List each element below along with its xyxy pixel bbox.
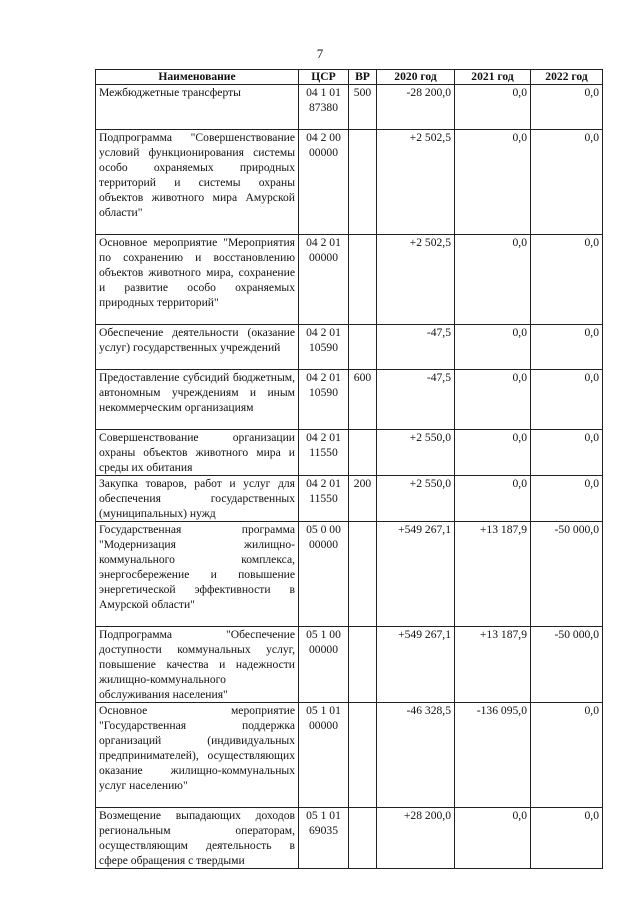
row-csr-code: 04 2 01 10590 — [299, 370, 349, 430]
row-value-2020: -47,5 — [377, 370, 455, 430]
header-csr: ЦСР — [299, 70, 349, 85]
page-number: 7 — [316, 46, 324, 61]
row-value-2020: -46 328,5 — [377, 703, 455, 808]
table-header-row — [96, 70, 603, 85]
row-name: Межбюджетные трансферты — [96, 85, 299, 130]
row-value-2022: -50 000,0 — [531, 627, 603, 703]
row-name: Государственная программа "Модернизация жилищно-коммунального комплекса, энергосбережение и повышение энергетической эффективности в Амурской области" — [96, 522, 299, 627]
row-csr-code: 04 2 01 11550 — [299, 476, 349, 522]
row-value-2020: +2 502,5 — [377, 130, 455, 235]
row-value-2020: -47,5 — [377, 325, 455, 370]
row-value-2021: 0,0 — [455, 370, 531, 430]
row-csr-code: 04 2 01 10590 — [299, 325, 349, 370]
row-vr-code — [349, 808, 377, 869]
header-2022: 2022 год — [531, 70, 603, 85]
table-row — [96, 476, 603, 522]
row-vr-code — [349, 522, 377, 627]
row-value-2021: 0,0 — [455, 476, 531, 522]
row-value-2020: -28 200,0 — [377, 85, 455, 130]
row-csr-code: 05 1 01 00000 — [299, 703, 349, 808]
table-row — [96, 808, 603, 869]
row-csr-code: 05 0 00 00000 — [299, 522, 349, 627]
row-value-2020: +549 267,1 — [377, 522, 455, 627]
row-value-2021: +13 187,9 — [455, 627, 531, 703]
row-name: Предоставление субсидий бюджетным, автономным учреждениям и иным некоммерческим организациям — [96, 370, 299, 430]
row-value-2020: +28 200,0 — [377, 808, 455, 869]
header-vr: ВР — [349, 70, 377, 85]
row-vr-code — [349, 235, 377, 325]
row-value-2020: +2 502,5 — [377, 235, 455, 325]
row-vr-code — [349, 430, 377, 476]
row-value-2021: +13 187,9 — [455, 522, 531, 627]
row-vr-code — [349, 703, 377, 808]
row-value-2021: 0,0 — [455, 235, 531, 325]
row-value-2022: 0,0 — [531, 130, 603, 235]
row-value-2022: 0,0 — [531, 85, 603, 130]
row-name: Подпрограмма "Обеспечение доступности коммунальных услуг, повышение качества и надежности жилищно-коммунального обслуживания населения" — [96, 627, 299, 703]
row-value-2020: +2 550,0 — [377, 430, 455, 476]
table-row — [96, 703, 603, 808]
header-2021: 2021 год — [455, 70, 531, 85]
row-csr-code: 04 2 01 11550 — [299, 430, 349, 476]
row-value-2022: 0,0 — [531, 703, 603, 808]
row-csr-code: 04 2 01 00000 — [299, 235, 349, 325]
row-value-2022: 0,0 — [531, 430, 603, 476]
header-name: Наименование — [96, 70, 299, 85]
row-name: Основное мероприятие "Государственная поддержка организаций (индивидуальных предпринимателей), осуществляющих оказание жилищно-коммунальных услуг населению" — [96, 703, 299, 808]
row-vr-code — [349, 627, 377, 703]
row-value-2022: 0,0 — [531, 370, 603, 430]
row-vr-code — [349, 325, 377, 370]
row-vr-code: 600 — [349, 370, 377, 430]
row-value-2021: 0,0 — [455, 130, 531, 235]
row-value-2022: -50 000,0 — [531, 522, 603, 627]
row-value-2020: +549 267,1 — [377, 627, 455, 703]
table-row — [96, 370, 603, 430]
table-row — [96, 130, 603, 235]
row-csr-code: 05 1 01 69035 — [299, 808, 349, 869]
row-csr-code: 05 1 00 00000 — [299, 627, 349, 703]
header-2020: 2020 год — [377, 70, 455, 85]
table-row — [96, 430, 603, 476]
table-row — [96, 325, 603, 370]
table-row — [96, 85, 603, 130]
table-row — [96, 522, 603, 627]
table-row — [96, 235, 603, 325]
row-vr-code: 200 — [349, 476, 377, 522]
row-name: Подпрограмма "Совершенствование условий функционирования системы особо охраняемых природных территорий и системы охраны объектов животного мира Амурской области" — [96, 130, 299, 235]
row-csr-code: 04 2 00 00000 — [299, 130, 349, 235]
row-name: Закупка товаров, работ и услуг для обеспечения государственных (муниципальных) нужд — [96, 476, 299, 522]
row-vr-code: 500 — [349, 85, 377, 130]
row-value-2022: 0,0 — [531, 476, 603, 522]
row-value-2021: 0,0 — [455, 808, 531, 869]
row-vr-code — [349, 130, 377, 235]
row-name: Совершенствование организации охраны объектов животного мира и среды их обитания — [96, 430, 299, 476]
row-value-2020: +2 550,0 — [377, 476, 455, 522]
row-csr-code: 04 1 01 87380 — [299, 85, 349, 130]
row-name: Возмещение выпадающих доходов региональным операторам, осуществляющим деятельность в сфере обращения с твердыми — [96, 808, 299, 869]
row-value-2021: -136 095,0 — [455, 703, 531, 808]
row-name: Обеспечение деятельности (оказание услуг) государственных учреждений — [96, 325, 299, 370]
row-value-2022: 0,0 — [531, 808, 603, 869]
row-value-2021: 0,0 — [455, 325, 531, 370]
row-value-2021: 0,0 — [455, 85, 531, 130]
row-value-2021: 0,0 — [455, 430, 531, 476]
row-value-2022: 0,0 — [531, 235, 603, 325]
budget-table — [95, 69, 603, 869]
table-row — [96, 627, 603, 703]
row-name: Основное мероприятие "Мероприятия по сохранению и восстановлению объектов животного мира, сохранение и развитие особо охраняемых природных территорий" — [96, 235, 299, 325]
row-value-2022: 0,0 — [531, 325, 603, 370]
